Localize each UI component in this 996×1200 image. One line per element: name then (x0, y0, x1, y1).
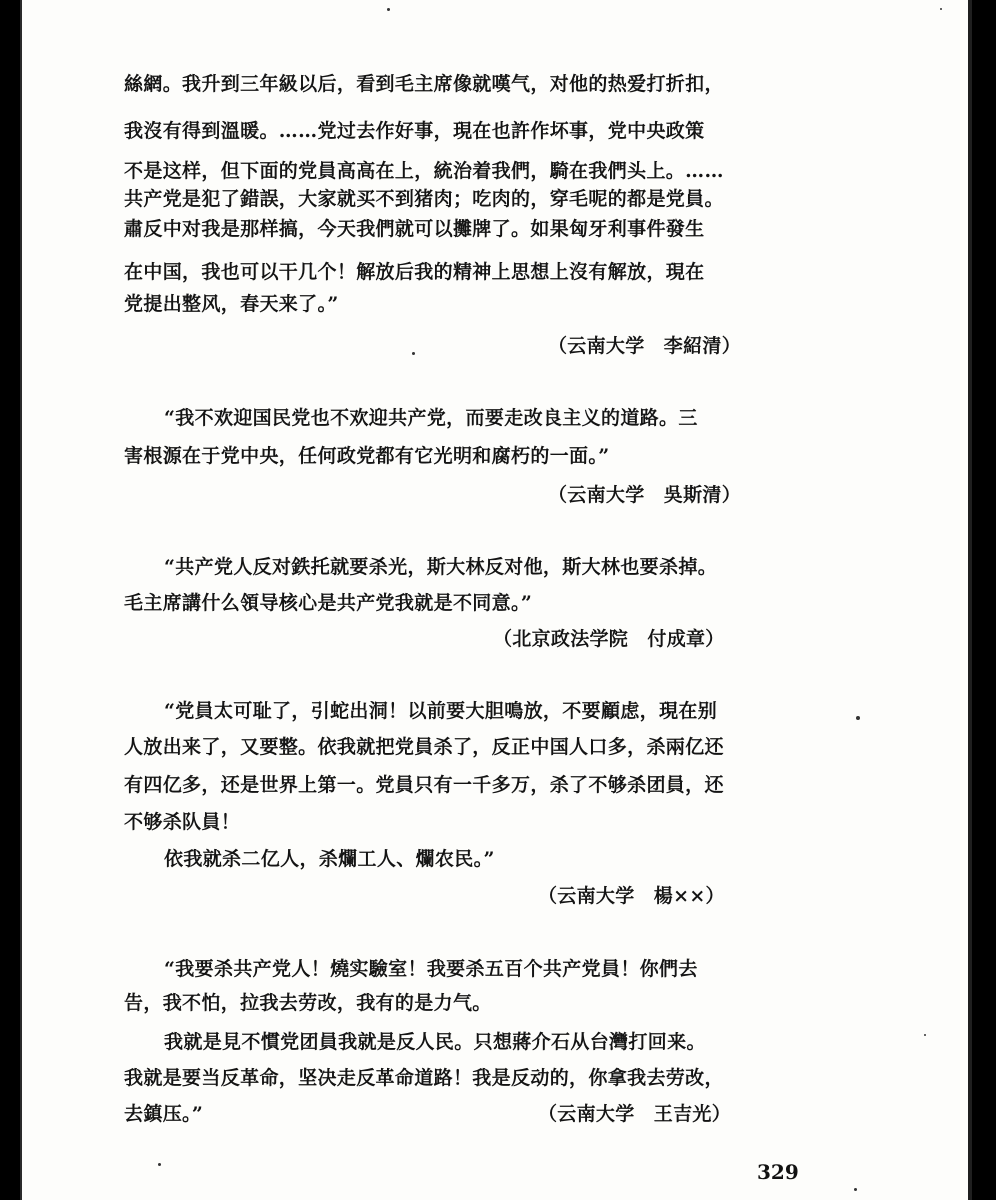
text-line: 在中国，我也可以干几个！解放后我的精神上思想上沒有解放，現在 (124, 261, 705, 283)
quote-source: （云南大学 楊××） (538, 885, 725, 907)
text-line: 去鎮压。” (124, 1103, 204, 1125)
quote-source: （云南大学 李紹清） (548, 335, 742, 357)
text-line: 毛主席講什么領导核心是共产党我就是不同意。” (124, 592, 533, 614)
quote-source: （云南大学 吳斯清） (548, 484, 742, 506)
text-line: 告，我不怕，拉我去劳改，我有的是力气。 (124, 992, 492, 1014)
text-line: “我不欢迎国民党也不欢迎共产党，而要走改良主义的道路。三 (164, 407, 698, 429)
text-line: 共产党是犯了錯誤，大家就买不到猪肉；吃肉的，穿毛呢的都是党員。 (124, 188, 724, 210)
scan-speck (387, 8, 390, 11)
text-line: 党提出整风，春天来了。” (124, 293, 339, 315)
text-line: “党員太可耻了，引蛇出洞！以前要大胆鳴放，不要顧虑，現在别 (164, 700, 718, 722)
page-number: 329 (757, 1160, 799, 1184)
text-line: 我就是見不慣党团員我就是反人民。只想蔣介石从台灣打回来。 (164, 1031, 706, 1053)
text-line: 不是这样，但下面的党員高高在上，統治着我們，騎在我們头上。…… (124, 160, 724, 182)
quote-source: （云南大学 王吉光） (538, 1103, 732, 1125)
text-line: “共产党人反对鉄托就要杀光，斯大林反对他，斯大林也要杀掉。 (164, 556, 718, 578)
text-line: 有四亿多，还是世界上第一。党員只有一千多万，杀了不够杀团員，还 (124, 774, 724, 796)
scan-speck (412, 352, 415, 355)
scan-speck (854, 1188, 857, 1191)
text-line: 絲網。我升到三年級以后，看到毛主席像就嘆气，对他的热爱打折扣， (124, 73, 724, 95)
page-edge-right (968, 0, 972, 1200)
text-line: 我沒有得到溫暖。……党过去作好事，現在也許作坏事，党中央政策 (124, 120, 705, 142)
text-line: 我就是要当反革命，坚决走反革命道路！我是反动的，你拿我去劳改， (124, 1067, 724, 1089)
text-line: 人放出来了，又要整。依我就把党員杀了，反正中国人口多，杀兩亿还 (124, 736, 724, 758)
text-line: 依我就杀二亿人，杀爛工人、爛农民。” (164, 848, 495, 870)
scan-speck (158, 1163, 161, 1166)
text-line: 害根源在于党中央，任何政党都有它光明和腐朽的一面。” (124, 445, 610, 467)
quote-source: （北京政法学院 付成章） (493, 628, 725, 650)
text-line: “我要杀共产党人！燒实驗室！我要杀五百个共产党員！你們去 (164, 958, 698, 980)
scan-speck (924, 1034, 926, 1036)
text-line: 不够杀队員！ (124, 811, 241, 833)
page-edge-left (20, 0, 22, 1200)
scan-speck (940, 8, 942, 10)
scan-speck (856, 716, 860, 720)
text-line: 肅反中对我是那样搞，今天我們就可以攤牌了。如果匈牙利事件發生 (124, 218, 705, 240)
